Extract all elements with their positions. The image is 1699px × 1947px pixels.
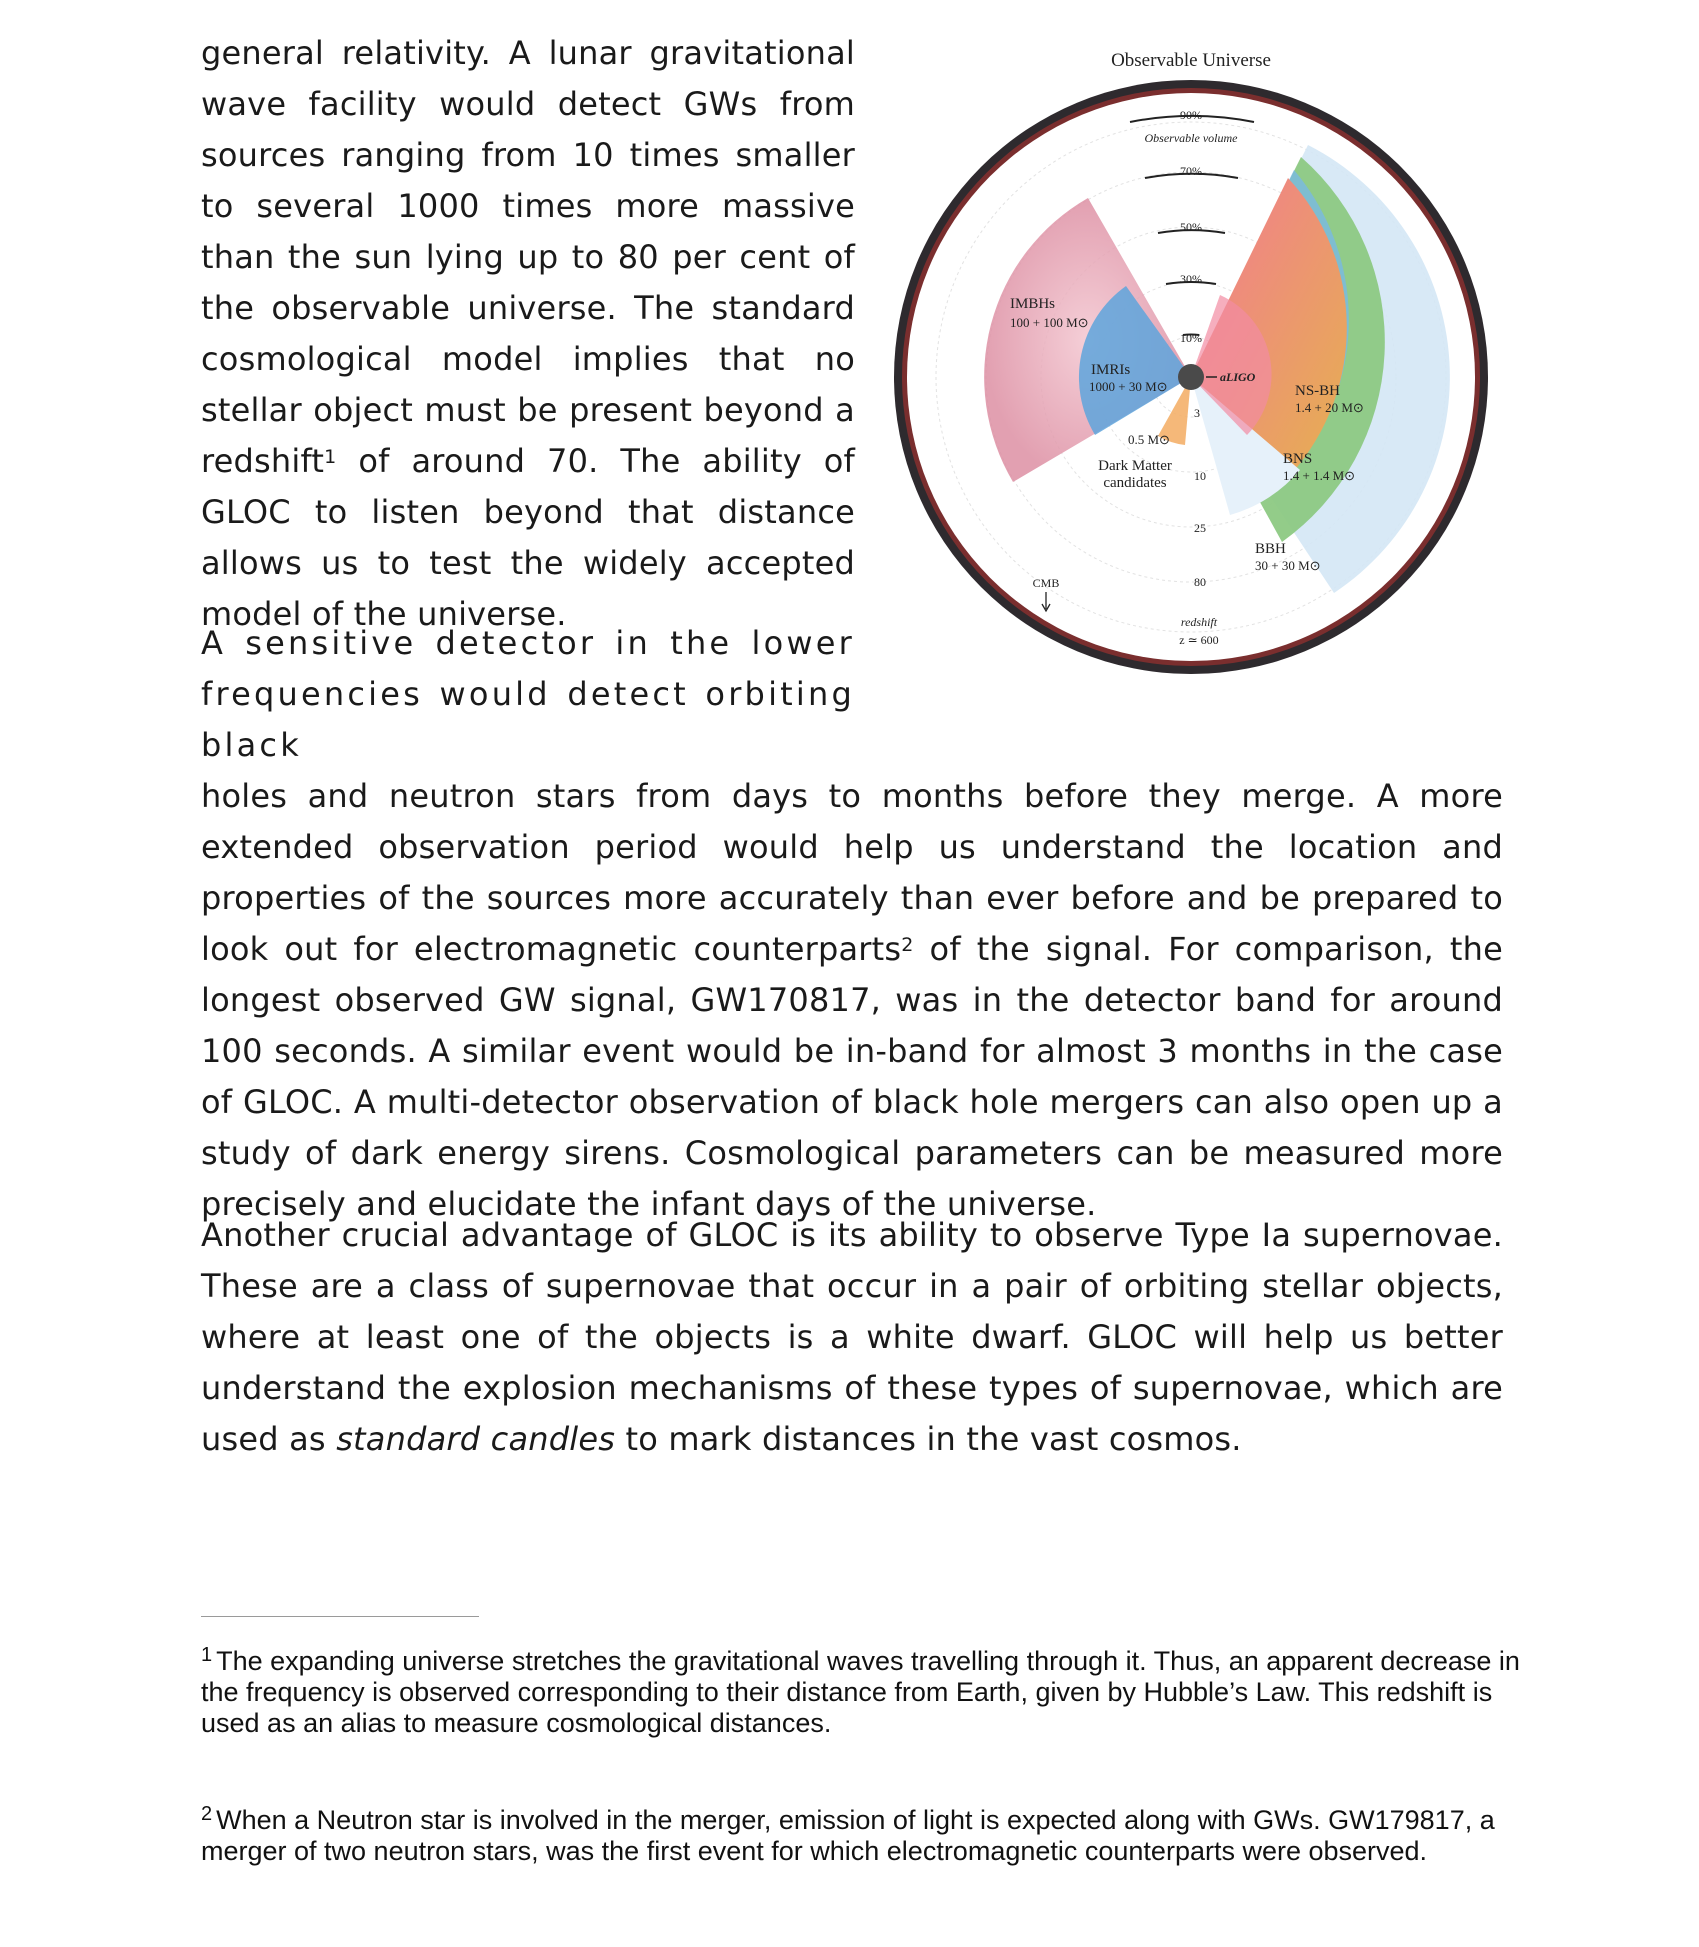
footnote-separator [201,1616,479,1617]
footnote-ref-1[interactable]: 1 [324,446,337,468]
figure-title: Observable Universe [1111,50,1271,71]
footnote-1-mark: 1 [201,1644,213,1666]
paragraph-2-lead: A sensitive detector in the lower frequencies would detect orbiting black [201,624,855,764]
observable-universe-figure [880,40,1520,690]
paragraph-3-text: Another crucial advantage of GLOC is its ability to observe Type Ia supernovae. These are a class of supernovae that occur in a pair of orbiting stellar objects, where at least one of the objects is a white dwarf. GLOC will help us better understand the explosion mechanisms of these types of supernovae, which are used as [201,1216,1503,1458]
volume-caption: Observable volume [1144,131,1238,145]
redshift-tick-10: 10 [1194,469,1206,483]
volume-label-70: 70% [1180,164,1202,178]
footnote-2-text: When a Neutron star is involved in the merger, emission of light is expected along with GWs. GW179817, a merger of two neutron stars, was the first event for which electromagnetic counterparts were observed. [201,1805,1495,1866]
volume-label-30: 30% [1180,272,1202,286]
bns-mass: 1.4 + 1.4 M⊙ [1283,468,1356,483]
body-paragraph-1 [201,28,855,640]
volume-label-50: 50% [1180,220,1202,234]
paragraph-2-text: holes and neutron stars from days to months before they merge. A more extended observation period would help us understand the location and properties of the sources more accurately than ever before and be prepared to look out for electromagnetic counterparts [201,777,1503,968]
bns-name: BNS [1283,451,1313,467]
aligo-label: aLIGO [1220,370,1256,384]
bbh-name: BBH [1255,541,1286,557]
footnote-ref-2[interactable]: 2 [901,934,914,956]
nsbh-name: NS-BH [1295,383,1341,399]
footnote-2 [201,1805,1521,1867]
imbh-name: IMBHs [1010,296,1056,312]
paragraph-1-text: general relativity. A lunar gravitational wave facility would detect GWs from sources ranging from 10 times smaller to several 1000 times more massive than the sun lying up to 80 per cent of the observable universe. The standard cosmological model implies that no stellar object must be present beyond a redshift [201,34,855,480]
paragraph-3-text-after: to mark distances in the vast cosmos. [615,1420,1242,1458]
paragraph-1-text-after: of around 70. The ability of GLOC to listen beyond that distance allows us to test the widely accepted model of the universe. [201,442,855,633]
earth-center-icon [1178,364,1204,390]
footnote-1 [201,1646,1521,1739]
volume-label-90: 90% [1180,108,1202,122]
imri-mass: 1000 + 30 M⊙ [1089,379,1168,394]
dark-matter-name-line2: candidates [1103,475,1167,491]
redshift-tick-3: 3 [1194,406,1200,420]
redshift-limit: z ≃ 600 [1179,633,1219,647]
paragraph-3-emphasis: standard candles [336,1420,616,1458]
redshift-tick-80: 80 [1194,575,1206,589]
body-paragraph-3 [201,1210,1503,1465]
dark-matter-mass: 0.5 M⊙ [1128,432,1170,447]
observable-universe-diagram [880,40,1520,690]
redshift-label: redshift [1180,615,1218,629]
imri-name: IMRIs [1091,362,1131,378]
footnote-2-mark: 2 [201,1803,213,1825]
paragraph-2-text-after: of the signal. For comparison, the longest observed GW signal, GW170817, was in the detector band for around 100 seconds. A similar event would be in-band for almost 3 months in the case of GLOC. A multi-detector observation of black hole mergers can also open up a study of dark energy sirens. Cosmological parameters can be measured more precisely and elucidate the infant days of the universe. [201,930,1504,1223]
nsbh-mass: 1.4 + 20 M⊙ [1295,400,1364,415]
redshift-tick-25: 25 [1194,521,1206,535]
volume-label-10: 10% [1180,331,1202,345]
dark-matter-name-line1: Dark Matter [1098,458,1172,474]
cmb-label: CMB [1032,576,1060,590]
footnote-1-text: The expanding universe stretches the gravitational waves travelling through it. Thus, an apparent decrease in the frequency is observed corresponding to their distance from Earth, given by Hubble’s Law. This redshift is used as an alias to measure cosmological distances. [201,1646,1520,1738]
body-paragraph-2 [201,618,1503,1230]
imbh-mass: 100 + 100 M⊙ [1010,315,1089,330]
bbh-mass: 30 + 30 M⊙ [1255,558,1321,573]
